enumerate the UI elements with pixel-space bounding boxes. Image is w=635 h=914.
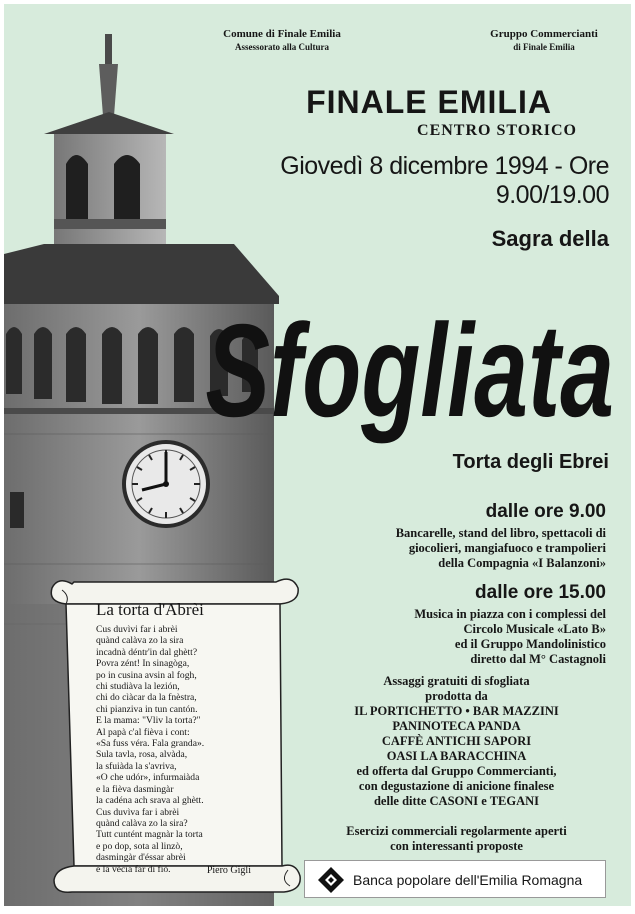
poem-line: Tutt cuntént magnàr la torta [96,829,203,841]
shops-line: con interessanti proposte [390,839,523,853]
schedule-line: ed il Gruppo Mandolinistico [454,637,606,651]
tasting-line: prodotta da [425,689,488,703]
tasting-line: delle ditte CASONI e TEGANI [373,794,540,808]
poem-line: chi pianziva in tun cantón. [96,703,198,715]
event-title: Sfogliata [205,296,614,445]
poem-line: quànd calàva zo la sira? [96,817,188,829]
schedule-morning-time: dalle ore 9.00 [485,501,606,522]
poem-line: quànd calàva zo la sira [96,635,184,647]
poem-line: e la fièva dasmingàr [96,783,174,795]
tasting-line: OASI LA BARACCHINA [386,749,527,763]
schedule-line: Musica in piazza con i complessi del [414,607,606,621]
poem-line: chi do cìàcar da la fnèstra, [96,692,197,704]
tasting-line: CAFFÈ ANTICHI SAPORI [381,734,532,748]
tasting-line: con degustazione di anicione finalese [358,779,555,793]
poem-line: Cus duvìvi far i abrèi [96,624,178,635]
schedule-line: giocolieri, mangiafuoco e trampolieri [408,541,606,555]
schedule-afternoon-time: dalle ore 15.00 [475,582,606,603]
schedule-line: diretto dal M° Castagnoli [470,652,606,666]
merchants-group-name: Gruppo Commercianti [490,28,598,40]
poem-line: dasmingàr d'éssar abrèi [96,852,186,864]
poem-line: chi studiàva la lezión, [96,681,180,693]
shops-info [304,824,609,854]
district-subtitle: CENTRO STORICO [417,122,577,139]
poem-line: «Sa fuss véra. Fala granda». [96,738,205,750]
sponsor-name: Banca popolare dell'Emilia Romagna [353,872,583,888]
merchants-group-location: di Finale Emilia [513,42,575,52]
poem-line: la cadéna ach srava al ghètt. [96,795,204,807]
poem-text [96,624,276,875]
poem-line: e po dop, sota al linzò, [96,840,183,852]
municipality-name: Comune di Finale Emilia [223,28,341,40]
schedule-line: Circolo Musicale «Lato B» [463,622,606,636]
tasting-info [304,674,609,809]
poem-line: Povra zént! In sinagòga, [96,658,190,670]
poem-line: e la vècia far di fiò. [96,863,171,875]
schedule-morning [304,501,606,571]
poem-author: Piero Gigli [206,864,251,876]
bank-logo-icon [317,866,345,894]
poem-line: la sfuiàda la s'avriva, [96,760,177,772]
tasting-line: ed offerta dal Gruppo Commercianti, [356,764,557,778]
schedule-line: Bancarelle, stand del libro, spettacoli di [395,526,606,540]
tasting-line: IL PORTICHETTO • BAR MAZZINI [354,704,559,718]
poem [96,600,276,876]
poem-line: po in cusina avsin al fogh, [96,669,197,681]
town-title: FINALE EMILIA [306,84,552,120]
shops-line: Esercizi commerciali regolarmente aperti [346,824,567,838]
poem-line: Cus duvìva far i abrèi [96,806,180,818]
schedule-afternoon [304,582,606,667]
poem-line: Sula tavla, rosa, alvàda, [96,749,188,761]
poem-line: Al papà c'al fièva i cont: [96,726,190,738]
sponsor-banner [304,860,606,898]
municipality-department: Assessorato alla Cultura [235,42,329,52]
poem-line: «O che udór», infurmaiàda [96,772,200,784]
poem-line: E la mama: "Vliv la torta?" [96,715,201,727]
event-subtitle: Torta degli Ebrei [452,451,609,473]
tasting-line: Assaggi gratuiti di sfogliata [383,674,530,688]
poem-line: incadnà déntr'in dal ghètt? [96,646,198,658]
schedule-line: della Compagnia «I Balanzoni» [438,556,606,570]
event-title-graphic [205,216,619,446]
event-date-time: Giovedì 8 dicembre 1994 - Ore 9.00/19.00 [280,152,609,209]
poster [4,4,631,906]
clock-face [124,442,208,526]
event-prefix: Sagra della [491,226,609,251]
organizer-merchants [459,28,629,52]
tasting-line: PANINOTECA PANDA [392,719,521,733]
poem-title: La torta d'Abrèi [96,600,204,619]
organizer-municipality [182,28,382,52]
